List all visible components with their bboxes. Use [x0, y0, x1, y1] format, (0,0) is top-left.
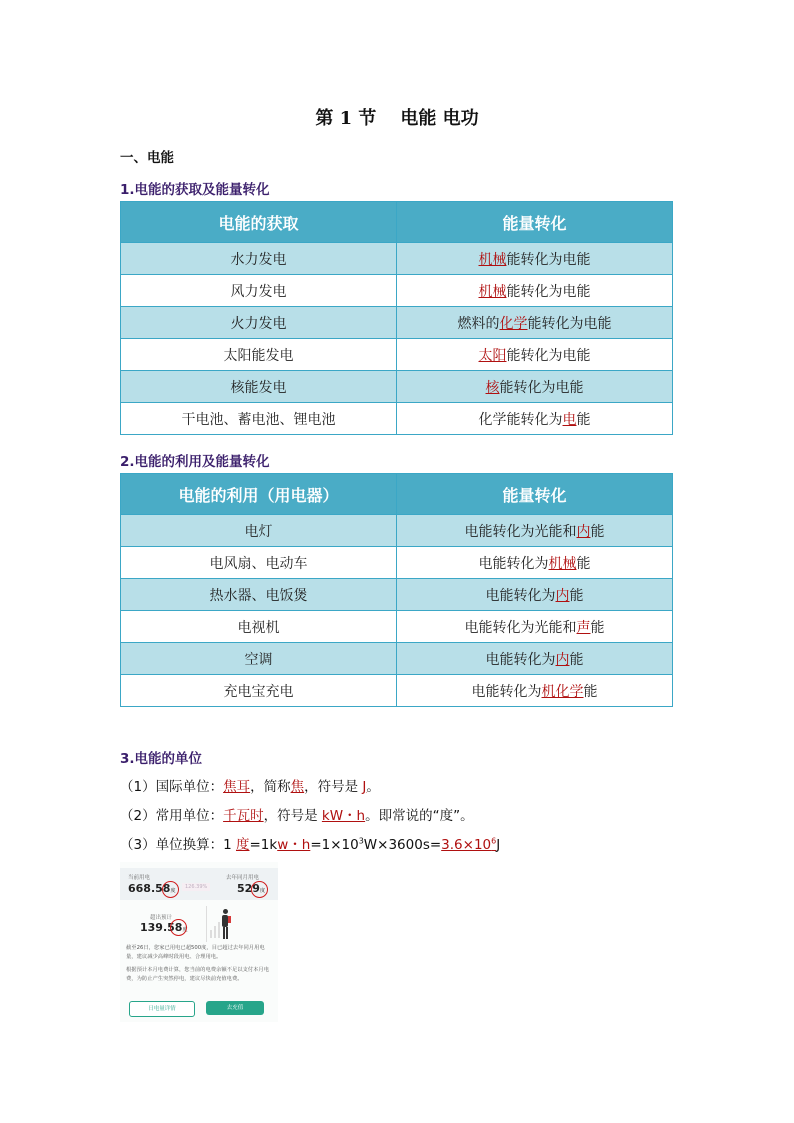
answer-highlight: 机械 — [478, 251, 507, 268]
cell-conversion: 电能转化为内能 — [397, 643, 673, 675]
table-row — [121, 307, 673, 339]
table-row — [121, 579, 673, 611]
cell-conversion: 电能转化为机械能 — [397, 547, 673, 579]
table-row — [121, 243, 673, 275]
cell-appliance: 热水器、电饭煲 — [121, 579, 397, 611]
table-row — [121, 611, 673, 643]
cell-conversion: 电能转化为机化学能 — [397, 675, 673, 707]
answer-highlight: 机械 — [478, 283, 507, 300]
table-row — [121, 403, 673, 435]
answer-highlight: 机械 — [548, 555, 577, 572]
answer-highlight: 内 — [555, 651, 570, 668]
cell-conversion: 电能转化为内能 — [397, 579, 673, 611]
red-circle-mark — [170, 919, 187, 936]
table-header-row — [121, 202, 673, 243]
cell-conversion: 燃料的化学能转化为电能 — [397, 307, 673, 339]
section-number: 第 1 节 — [315, 108, 377, 129]
cell-conversion: 化学能转化为电能 — [397, 403, 673, 435]
cell-conversion: 机械能转化为电能 — [397, 275, 673, 307]
recharge-button[interactable]: 去充值 — [206, 1001, 264, 1015]
answer-highlight: 化学 — [499, 315, 528, 332]
cell-source: 水力发电 — [121, 243, 397, 275]
table-row — [121, 547, 673, 579]
section-topic: 电能 电功 — [400, 108, 479, 129]
answer-highlight: 电 — [562, 411, 577, 428]
unit-line-conversion: （3）单位换算：1 度=1kw・$h=1\times 10^3W\times 3600s=3.6\times 10^6J$ — [120, 836, 501, 853]
table-row — [121, 371, 673, 403]
answer-highlight: 内 — [576, 523, 591, 540]
over-estimate-label: 超出预计 — [150, 915, 173, 921]
current-usage-value: 668.58度 — [128, 882, 176, 895]
cell-source: 太阳能发电 — [121, 339, 397, 371]
over-estimate-value: 139.58度 — [140, 921, 188, 934]
balance-notice-text: 根据预计本月电费计算，您当前的电费余额不足以支付本月电费，为防止产生突然停电，建议尽快前充值电费。 — [126, 967, 270, 982]
subheading-units: 3.电能的单位 — [120, 751, 203, 767]
cell-appliance: 充电宝充电 — [121, 675, 397, 707]
usage-notice-text: 截至26日，您家已用电已超500度，目已超过去年同月用电量，建议减少高峰时段用电、合理用电。 — [126, 945, 265, 960]
answer-highlight: 内 — [555, 587, 570, 604]
subheading-utilization: 2.电能的利用及能量转化 — [120, 454, 270, 470]
cell-source: 核能发电 — [121, 371, 397, 403]
page-title — [0, 104, 794, 130]
table-header-row — [121, 474, 673, 515]
header-conversion: 能量转化 — [397, 474, 673, 515]
current-usage-label: 当前用电 — [128, 875, 151, 881]
header-source: 电能的获取 — [121, 202, 397, 243]
table-row — [121, 675, 673, 707]
cell-conversion: 机械能转化为电能 — [397, 243, 673, 275]
cell-conversion: 电能转化为光能和声能 — [397, 611, 673, 643]
cell-source: 风力发电 — [121, 275, 397, 307]
unit-line-common: （2）常用单位：千瓦时，符号是 kW・h。即常说的“度”。 — [120, 808, 474, 824]
red-circle-mark — [162, 881, 179, 898]
answer-highlight: 声 — [576, 619, 591, 636]
header-appliance: 电能的利用（用电器） — [121, 474, 397, 515]
answer-highlight: 机化学 — [541, 683, 584, 700]
cell-appliance: 空调 — [121, 643, 397, 675]
answer-highlight: 核 — [485, 379, 500, 396]
red-circle-mark — [251, 881, 268, 898]
cell-conversion: 电能转化为光能和内能 — [397, 515, 673, 547]
cell-appliance: 电视机 — [121, 611, 397, 643]
person-illustration-icon — [206, 906, 241, 942]
answer-highlight: 太阳 — [478, 347, 507, 364]
last-year-label: 去年同月用电 — [226, 875, 260, 881]
table-row — [121, 643, 673, 675]
cell-source: 干电池、蓄电池、锂电池 — [121, 403, 397, 435]
table-energy-acquisition — [120, 201, 673, 435]
unit-line-si: （1）国际单位：焦耳，简称焦，符号是 J。 — [120, 779, 380, 795]
last-year-value: 529度 — [237, 882, 265, 895]
cell-source: 火力发电 — [121, 307, 397, 339]
header-conversion: 能量转化 — [397, 202, 673, 243]
electricity-app-screenshot — [120, 862, 278, 1022]
table-row — [121, 275, 673, 307]
cell-appliance: 电风扇、电动车 — [121, 547, 397, 579]
table-row — [121, 515, 673, 547]
table-energy-utilization — [120, 473, 673, 707]
daily-usage-detail-button[interactable]: 日电量详情 — [129, 1001, 195, 1017]
table-row — [121, 339, 673, 371]
subheading-acquisition: 1.电能的获取及能量转化 — [120, 182, 270, 198]
cell-appliance: 电灯 — [121, 515, 397, 547]
cell-conversion: 太阳能转化为电能 — [397, 339, 673, 371]
cell-conversion: 核能转化为电能 — [397, 371, 673, 403]
increase-percent: 126.39% — [182, 883, 210, 891]
heading-electric-energy: 一、电能 — [120, 150, 174, 166]
